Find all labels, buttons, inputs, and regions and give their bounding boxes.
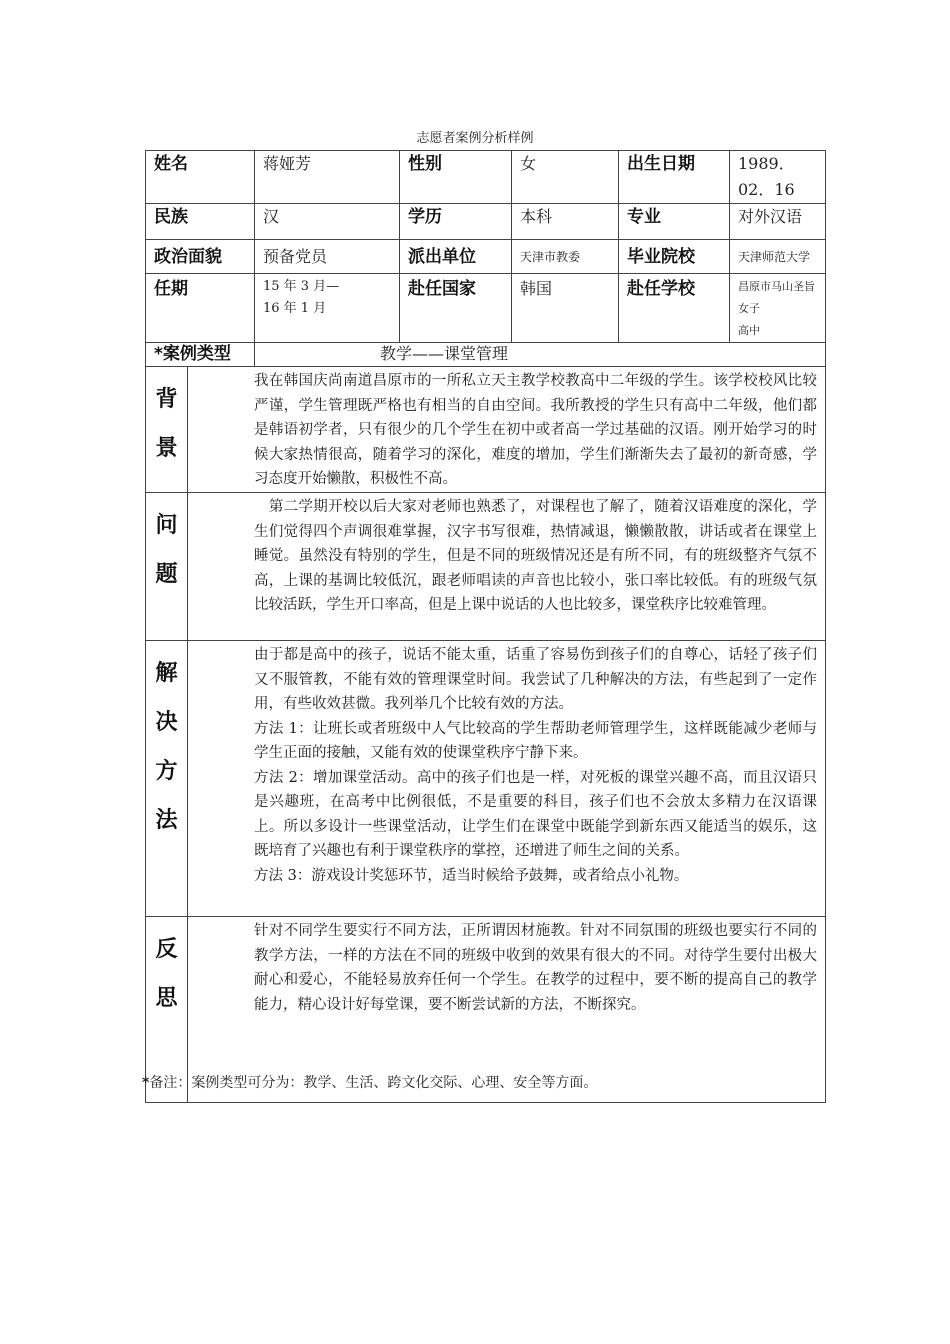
background-heading [146,367,188,493]
footnote-asterisk: * [142,1075,150,1091]
case-analysis-table [145,150,826,1103]
major-label: 专业 [619,204,730,240]
background-paragraph: 我在韩国庆尚南道昌原市的一所私立天主教学校教高中二年级的学生。该学校校风比较严谨，学生管理既严格也有相当的自由空间。我所教授的学生只有高中二年级，他们都是韩语初学者，只有很少的几个学生在初中或者高一学过基础的汉语。刚开始学习的时候大家热情很高，随着学习的深化，难度的增加，学生们渐渐失去了最初的新奇感，学习态度开始懒散，积极性不高。 [254,373,817,487]
problem-heading-char: 问 [155,513,178,538]
reflection-heading-char: 反 [155,937,178,962]
solution-heading [146,641,188,917]
solution-heading-char: 法 [155,808,178,833]
case-type-value: 教学——课堂管理 [255,343,826,367]
unit-value: 天津市教委 [512,240,619,274]
row-period [146,274,826,343]
background-heading-char: 背 [155,387,178,412]
gender-label: 性别 [400,151,512,204]
education-value: 本科 [512,204,619,240]
period-label: 任期 [146,274,255,343]
solution-heading-char: 解 [155,661,178,686]
ethnic-value: 汉 [255,204,400,240]
background-text [188,367,826,493]
solution-paragraph: 由于都是高中的孩子，说话不能太重，话重了容易伤到孩子们的自尊心，话轻了孩子们又不服管教，不能有效的管理课堂时间。我尝试了几种解决的方法，有些起到了一定作用，有些收效甚微。我列举几个比较有效的方法。 [254,647,817,712]
major-value: 对外汉语 [730,204,826,240]
school-label: 毕业院校 [619,240,730,274]
period-line-1: 15 年 3 月— [263,279,340,294]
footnote-text: 备注：案例类型可分为：教学、生活、跨文化交际、心理、安全等方面。 [149,1075,598,1091]
gender-value: 女 [512,151,619,204]
section-background [146,367,826,493]
politics-label: 政治面貌 [146,240,255,274]
case-type-label: *案例类型 [146,343,255,367]
name-label: 姓名 [146,151,255,204]
post-school-value [730,274,826,343]
section-solution [146,641,826,917]
problem-text [188,493,826,641]
document-title: 志愿者案例分析样例 [416,131,534,146]
ethnic-label: 民族 [146,204,255,240]
background-heading-char: 景 [155,436,178,461]
method-2-paragraph: 方法 2：增加课堂活动。高中的孩子们也是一样，对死板的课堂兴趣不高，而且汉语只是兴趣班，在高考中比例很低，不是重要的科目，孩子们也不会放太多精力在汉语课上。所以多设计一些课堂活动，让学生们在课堂中既能学到新东西又能适当的娱乐，这既培育了兴趣也有利于课堂秩序的掌控，还增进了师生之间的关系。 [254,769,817,859]
row-case-type [146,343,826,367]
country-label: 赴任国家 [400,274,512,343]
reflection-paragraph: 针对不同学生要实行不同方法，正所谓因材施教。针对不同氛围的班级也要实行不同的教学方法，一样的方法在不同的班级中收到的效果有很大的不同。对待学生要付出极大耐心和爱心，不能轻易放弃任何一个学生。在教学的过程中，要不断的提高自己的教学能力，精心设计好每堂课，要不断尝试新的方法，不断探究。 [254,923,817,1013]
row-name [146,151,826,204]
solution-text [188,641,826,917]
school-value: 天津师范大学 [730,240,826,274]
method-1-paragraph: 方法 1：让班长或者班级中人气比较高的学生帮助老师管理学生，这样既能减少老师与学生正面的接触，又能有效的使课堂秩序宁静下来。 [254,720,817,761]
row-ethnic [146,204,826,240]
problem-paragraph: 第二学期开校以后大家对老师也熟悉了，对课程也了解了，随着汉语难度的深化，学生们觉得四个声调很难掌握，汉字书写很难，热情减退，懒懒散散，讲话或者在课堂上睡觉。虽然没有特别的学生，但是不同的班级情况还是有所不同，有的班级整齐气氛不高，上课的基调比较低沉，跟老师唱读的声音也比较小，张口率比较低。有的班级气氛比较活跃，学生开口率高，但是上课中说话的人也比较多，课堂秩序比较难管理。 [254,499,817,613]
name-value: 蒋娅芳 [255,151,400,204]
dob-value: 1989．02．16 [730,151,826,204]
period-value [255,274,400,343]
solution-heading-char: 决 [155,710,178,735]
problem-heading [146,493,188,641]
row-politics [146,240,826,274]
dob-label: 出生日期 [619,151,730,204]
post-school-line-2: 高中 [738,324,760,337]
problem-heading-char: 题 [155,562,178,587]
section-problem [146,493,826,641]
unit-label: 派出单位 [400,240,512,274]
reflection-heading-char: 思 [155,986,178,1011]
post-school-label: 赴任学校 [619,274,730,343]
post-school-line-1: 昌原市马山圣旨女子 [738,280,815,315]
country-value: 韩国 [512,274,619,343]
period-line-2: 16 年 1 月 [263,301,327,316]
education-label: 学历 [400,204,512,240]
solution-heading-char: 方 [155,759,178,784]
politics-value: 预备党员 [255,240,400,274]
method-3-paragraph: 方法 3：游戏设计奖惩环节，适当时候给予鼓舞，或者给点小礼物。 [254,867,689,884]
footnote [142,1072,597,1092]
